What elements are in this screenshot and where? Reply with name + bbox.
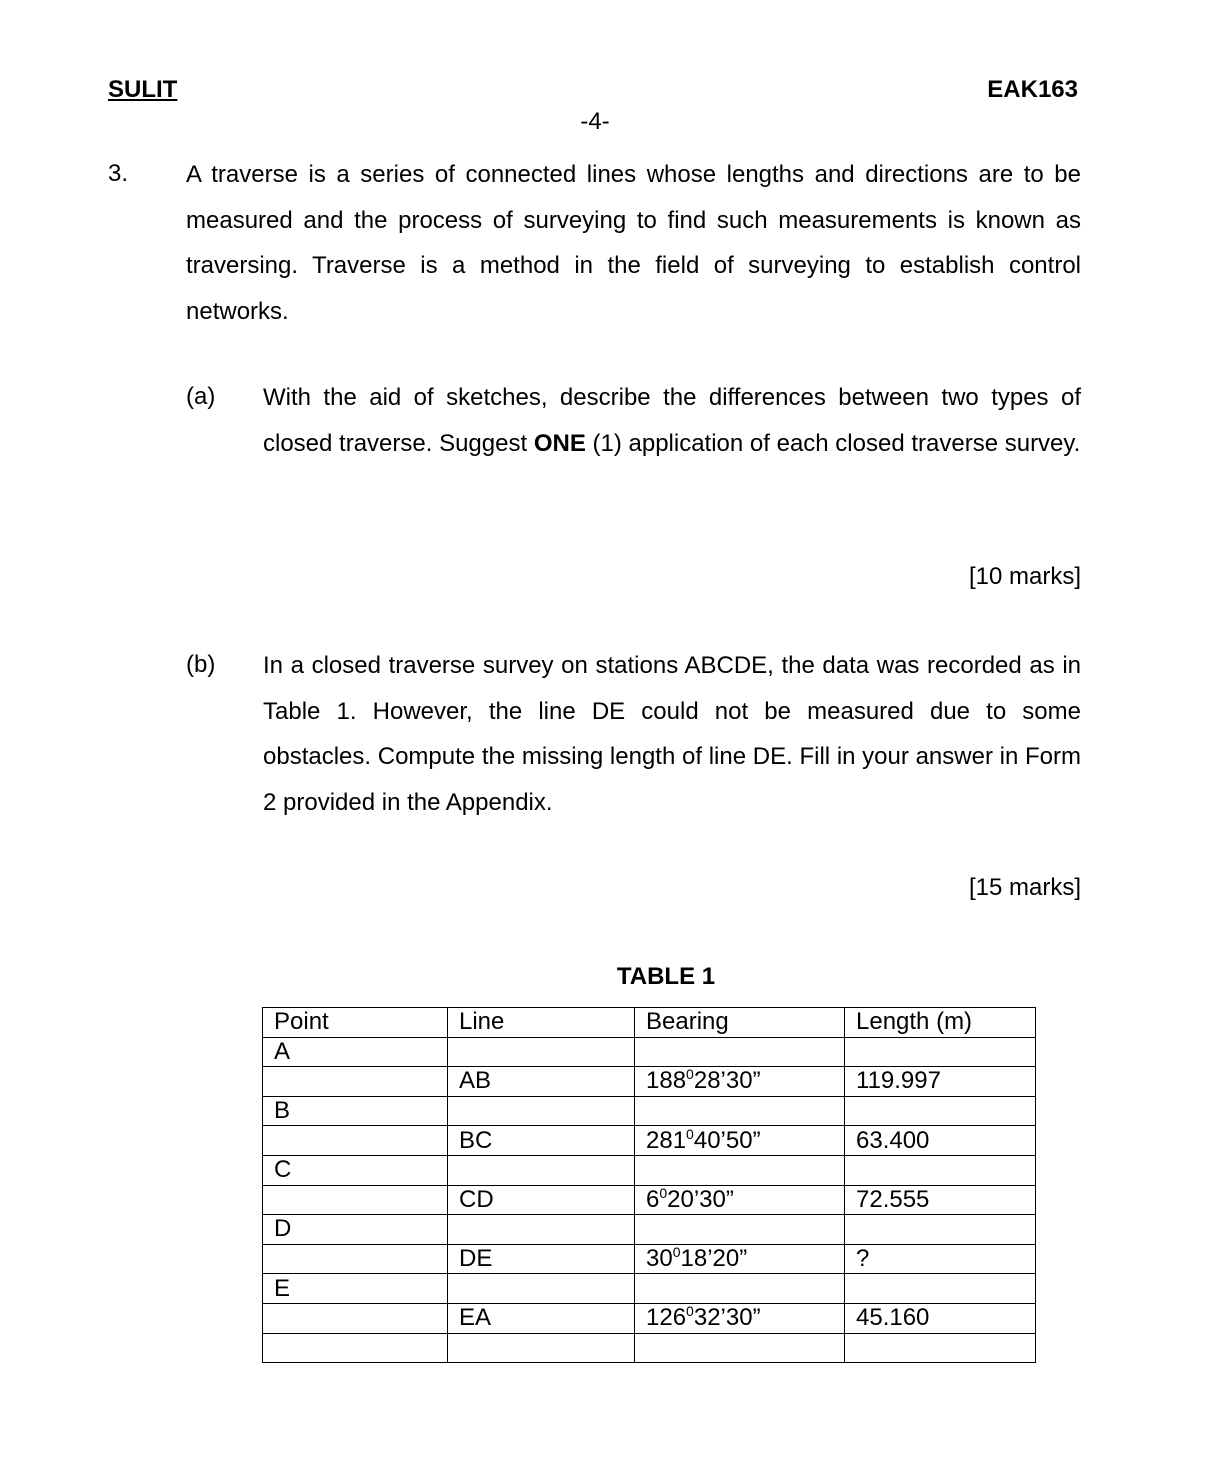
question-number: 3.	[108, 160, 129, 187]
table-row	[263, 1303, 1036, 1333]
cell-length	[845, 1333, 1036, 1363]
cell-bearing	[635, 1244, 845, 1274]
cell-length: ?	[845, 1244, 1036, 1274]
cell-point	[263, 1333, 448, 1363]
cell-bearing	[635, 1067, 845, 1097]
course-code: EAK163	[987, 76, 1078, 103]
cell-bearing	[635, 1155, 845, 1185]
cell-length	[845, 1096, 1036, 1126]
degree-symbol: 0	[672, 1244, 681, 1261]
cell-bearing	[635, 1185, 845, 1215]
header-bearing: Bearing	[635, 1008, 845, 1038]
cell-bearing	[635, 1274, 845, 1304]
bearing-min-sec: 32’30”	[693, 1304, 761, 1332]
table-row	[263, 1126, 1036, 1156]
question-text: A traverse is a series of connected lines whose lengths and directions are to be measured and the process of surveying to find such measurements is known as traversing. Traverse is a method in the field of surveying to establish control networks.	[186, 161, 1081, 325]
bearing-degrees: 188	[646, 1067, 687, 1095]
bearing-degrees: 6	[646, 1185, 660, 1213]
cell-point: E	[263, 1274, 448, 1304]
cell-point: C	[263, 1155, 448, 1185]
cell-bearing	[635, 1303, 845, 1333]
cell-line: BC	[448, 1126, 635, 1156]
part-b-text: In a closed traverse survey on stations ABCDE, the data was recorded as in Table 1. However, the line DE could not be measured due to some obstacles. Compute the missing length of line DE. Fill in your answer in Form 2 provided in the Appendix.	[263, 652, 1081, 816]
cell-line: DE	[448, 1244, 635, 1274]
bearing-degrees: 126	[646, 1304, 687, 1332]
part-a-bold: ONE	[533, 429, 586, 457]
header-sulit: SULIT	[108, 76, 178, 103]
cell-line	[448, 1215, 635, 1245]
cell-line	[448, 1333, 635, 1363]
degree-symbol: 0	[659, 1185, 668, 1201]
degree-symbol: 0	[686, 1125, 694, 1142]
part-a-marks: [10 marks]	[968, 563, 1081, 590]
header-line: Line	[448, 1008, 635, 1038]
cell-line	[448, 1155, 635, 1185]
cell-point: D	[263, 1215, 448, 1245]
cell-length	[845, 1037, 1036, 1067]
part-a-text-after: (1) application of each closed traverse survey.	[585, 429, 1081, 457]
cell-line: EA	[448, 1303, 635, 1333]
cell-bearing	[635, 1333, 845, 1363]
cell-line	[448, 1274, 635, 1304]
cell-point	[263, 1244, 448, 1274]
cell-line	[448, 1096, 635, 1126]
part-a-text	[263, 375, 1081, 466]
table-body	[263, 1008, 1036, 1363]
header-length: Length (m)	[845, 1008, 1036, 1038]
table-header-row	[263, 1008, 1036, 1038]
table-row	[263, 1274, 1036, 1304]
page-number: -4-	[580, 108, 610, 135]
cell-bearing	[635, 1215, 845, 1245]
cell-point	[263, 1067, 448, 1097]
table-row	[263, 1185, 1036, 1215]
cell-point: B	[263, 1096, 448, 1126]
cell-length: 45.160	[845, 1303, 1036, 1333]
cell-line: CD	[448, 1185, 635, 1215]
cell-point	[263, 1126, 448, 1156]
cell-line: AB	[448, 1067, 635, 1097]
cell-bearing	[635, 1096, 845, 1126]
bearing-min-sec: 40’50”	[693, 1126, 761, 1154]
part-b-label: (b)	[186, 651, 216, 678]
cell-point	[263, 1303, 448, 1333]
table-row	[263, 1333, 1036, 1363]
table-row	[263, 1215, 1036, 1245]
cell-length: 72.555	[845, 1185, 1036, 1215]
cell-bearing	[635, 1037, 845, 1067]
bearing-degrees: 30	[646, 1245, 673, 1273]
bearing-min-sec: 20’30”	[667, 1185, 734, 1213]
bearing-degrees: 281	[646, 1126, 687, 1154]
part-a-label: (a)	[186, 383, 216, 410]
cell-point: A	[263, 1037, 448, 1067]
cell-point	[263, 1185, 448, 1215]
bearing-min-sec: 18’20”	[680, 1245, 748, 1273]
cell-length	[845, 1274, 1036, 1304]
degree-symbol: 0	[686, 1066, 694, 1083]
table-row	[263, 1244, 1036, 1274]
traverse-table	[262, 1007, 1036, 1363]
table-row	[263, 1155, 1036, 1185]
header-point: Point	[263, 1008, 448, 1038]
cell-line	[448, 1037, 635, 1067]
cell-bearing	[635, 1126, 845, 1156]
degree-symbol: 0	[686, 1303, 694, 1320]
table-row	[263, 1096, 1036, 1126]
cell-length: 119.997	[845, 1067, 1036, 1097]
cell-length	[845, 1215, 1036, 1245]
cell-length	[845, 1155, 1036, 1185]
table-caption: TABLE 1	[616, 963, 716, 990]
cell-length: 63.400	[845, 1126, 1036, 1156]
part-a-text-before: With the aid of sketches, describe the differences between two types of closed traverse. Suggest	[263, 384, 1081, 457]
table-row	[263, 1067, 1036, 1097]
part-b-marks: [15 marks]	[968, 874, 1081, 901]
bearing-min-sec: 28’30”	[693, 1067, 761, 1095]
table-row	[263, 1037, 1036, 1067]
